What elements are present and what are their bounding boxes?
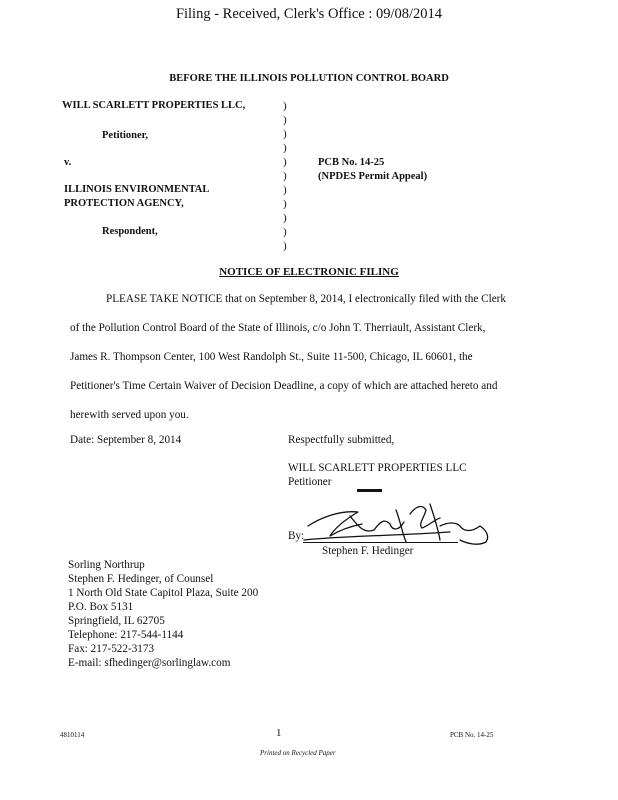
address-line: Springfield, IL 62705 (68, 615, 165, 627)
footer-doc-code: 4810114 (60, 731, 85, 739)
address-line: Sorling Northrup (68, 559, 145, 571)
signer-firm: WILL SCARLETT PROPERTIES LLC (288, 462, 467, 474)
caption-paren: ) (283, 184, 287, 196)
address-line: 1 North Old State Capitol Plaza, Suite 200 (68, 587, 259, 599)
body-line: of the Pollution Control Board of the State of Illinois, c/o John T. Therriault, Assistant Clerk, (70, 322, 486, 334)
filing-stamp: Filing - Received, Clerk's Office : 09/08/2014 (175, 6, 443, 22)
address-line: Fax: 217-522-3173 (68, 643, 155, 655)
caption-paren: ) (283, 100, 287, 112)
by-label: By: (288, 530, 305, 542)
board-heading: BEFORE THE ILLINOIS POLLUTION CONTROL BOARD (169, 73, 449, 84)
recycled-paper-note: Printed on Recycled Paper (260, 749, 336, 757)
respondent-role: Respondent, (102, 226, 158, 237)
case-type: (NPDES Permit Appeal) (318, 171, 428, 182)
redaction-mark (357, 489, 382, 492)
caption-paren: ) (283, 156, 287, 168)
body-line: PLEASE TAKE NOTICE that on September 8, 2014, I electronically filed with the Clerk (106, 293, 507, 305)
footer-case-number: PCB No. 14-25 (450, 731, 494, 739)
signer-name: Stephen F. Hedinger (322, 545, 414, 557)
address-line: Stephen F. Hedinger, of Counsel (68, 573, 214, 585)
case-number: PCB No. 14-25 (318, 157, 385, 168)
caption-paren: ) (283, 114, 287, 126)
caption-paren: ) (283, 212, 287, 224)
caption-paren: ) (283, 170, 287, 182)
body-line: herewith served upon you. (70, 409, 189, 421)
respondent-line-2: PROTECTION AGENCY, (64, 198, 184, 209)
petitioner-name: WILL SCARLETT PROPERTIES LLC, (62, 100, 246, 111)
versus-label: v. (64, 157, 72, 168)
address-line: P.O. Box 5131 (68, 601, 134, 613)
address-line: E-mail: sfhedinger@sorlinglaw.com (68, 657, 231, 669)
closing-text: Respectfully submitted, (288, 434, 395, 446)
body-line: Petitioner's Time Certain Waiver of Decision Deadline, a copy of which are attached hereto and (70, 380, 498, 392)
caption-paren: ) (283, 142, 287, 154)
signer-role: Petitioner (288, 476, 332, 488)
respondent-line-1: ILLINOIS ENVIRONMENTAL (64, 184, 210, 195)
caption-paren: ) (283, 128, 287, 140)
caption-paren: ) (283, 226, 287, 238)
signature-line (303, 542, 458, 543)
body-line: James R. Thompson Center, 100 West Randolph St., Suite 11-500, Chicago, IL 60601, the (70, 351, 473, 363)
date-line: Date: September 8, 2014 (70, 434, 182, 446)
notice-title: NOTICE OF ELECTRONIC FILING (219, 266, 399, 278)
address-line: Telephone: 217-544-1144 (68, 629, 184, 641)
page-number: 1 (276, 727, 282, 739)
petitioner-role: Petitioner, (102, 130, 148, 141)
caption-paren: ) (283, 240, 287, 252)
caption-paren: ) (283, 198, 287, 210)
